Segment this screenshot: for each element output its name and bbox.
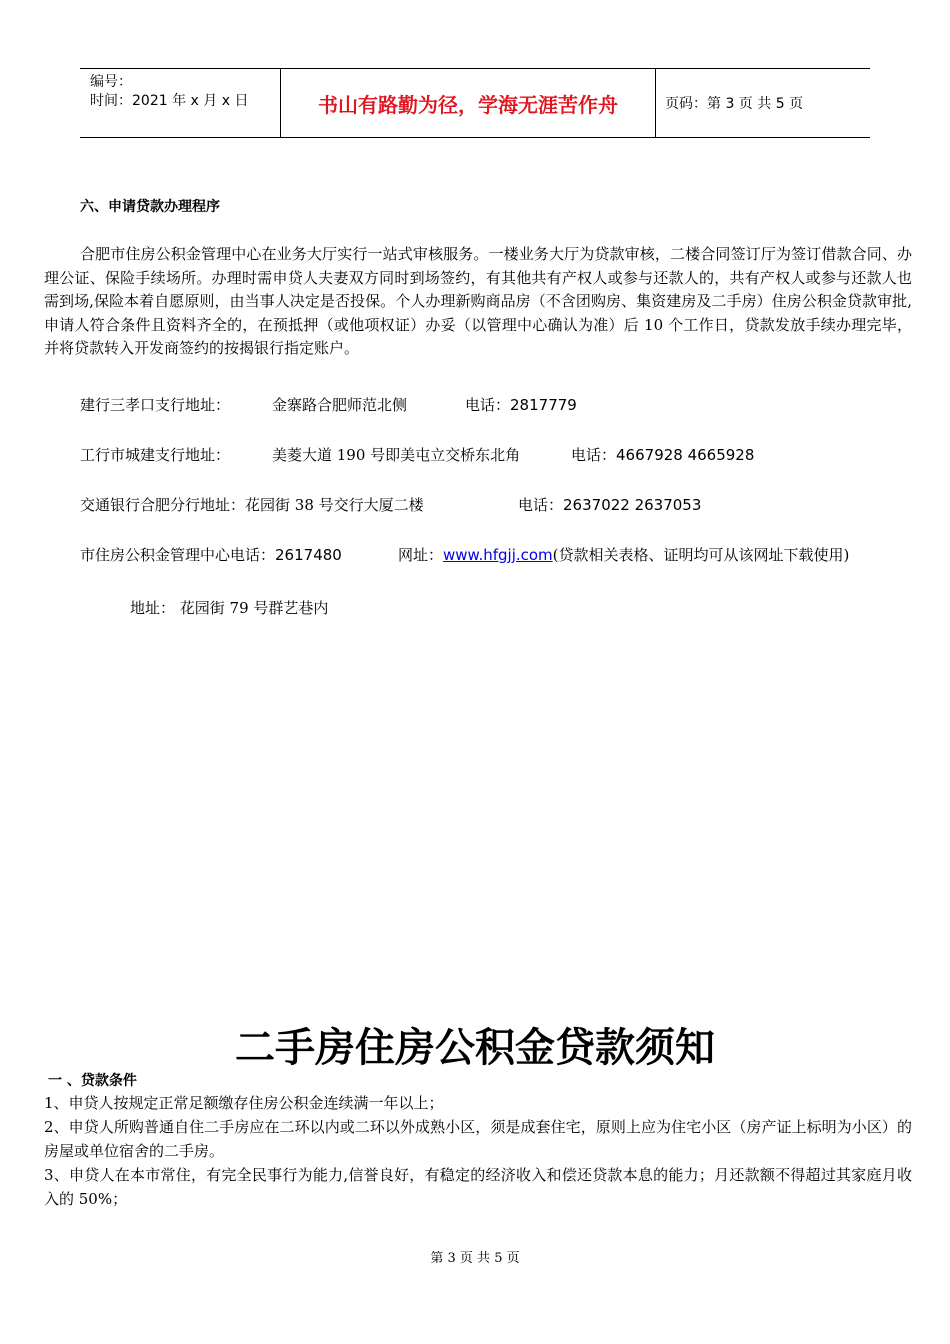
phone-label: 电话： [518,496,564,514]
header-motto-cell [280,69,656,137]
document-number-label: 编号： [90,74,132,90]
condition-item: 2、申贷人所购普通自住二手房应在二环以内或二环以外成熟小区，须是成套住宅，原则上应为住宅小区（房产证上标明为小区）的房屋或单位宿舍的二手房。 [44,1118,912,1160]
bank-address-ccb [80,394,577,415]
header-left-cell [80,69,280,137]
bank-address-icbc [80,444,755,465]
phone-label: 电话： [465,396,511,414]
header-page-info: 页码：第 3 页 共 5 页 [665,96,804,112]
phone-number: 4667928 4665928 [616,446,755,464]
phone-number: 2637022 2637053 [563,496,702,514]
website-note: (贷款相关表格、证明均可从该网址下载使用) [552,546,850,564]
center-phone-label: 市住房公积金管理中心电话： [80,546,276,564]
bank-address-bocom [80,494,702,515]
page-header [80,68,870,138]
header-motto: 书山有路勤为径，学海无涯苦作舟 [318,92,618,117]
section-title-loan-conditions: 一 、贷款条件 [48,1073,137,1089]
phone-number: 2817779 [510,396,577,414]
document-time-label: 时间：2021 年 x 月 x 日 [90,93,249,109]
center-phone: 2617480 [275,546,342,564]
center-address: 地址： 花园街 79 号群艺巷内 [130,599,329,617]
center-contact-line [80,544,850,565]
bank-address: 花园街 38 号交行大厦二楼 [245,496,424,514]
page-footer: 第 3 页 共 5 页 [430,1251,520,1266]
bank-address: 美菱大道 190 号即美屯立交桥东北角 [272,446,521,464]
website-link[interactable]: www.hfgjj.com [443,546,553,564]
procedure-paragraph: 合肥市住房公积金管理中心在业务大厅实行一站式审核服务。一楼业务大厅为贷款审核，二楼合同签订厅为签订借款合同、办理公证、保险手续场所。办理时需申贷人夫妻双方同时到场签约，有其他共有产权人或参与还款人的，共有产权人或参与还款人也需到场,保险本着自愿原则，由当事人决定是否投保。个人办理新购商品房（不含团购房、集资建房及二手房）住房公积金贷款审批,申请人符合条件且资料齐全的，在预抵押（或他项权证）办妥（以管理中心确认为准）后 10 个工作日，贷款发放手续办理完毕，并将贷款转入开发商签约的按揭银行指定账户。 [44,245,912,357]
bank-name: 建行三孝口支行地址： [80,396,231,414]
phone-label: 电话： [571,446,617,464]
bank-address: 金寨路合肥师范北侧 [272,396,408,414]
condition-item: 1、申贷人按规定正常足额缴存住房公积金连续满一年以上； [44,1094,444,1112]
bank-name: 工行市城建支行地址： [80,446,231,464]
notice-title: 二手房住房公积金贷款须知 [235,1025,715,1071]
condition-item: 3、申贷人在本市常住，有完全民事行为能力,信誉良好，有稳定的经济收入和偿还贷款本息的能力；月还款额不得超过其家庭月收入的 50%； [44,1166,912,1208]
bank-name: 交通银行合肥分行地址： [80,496,246,514]
section-title-application-procedure: 六、申请贷款办理程序 [80,199,220,215]
website-label: 网址： [398,546,444,564]
